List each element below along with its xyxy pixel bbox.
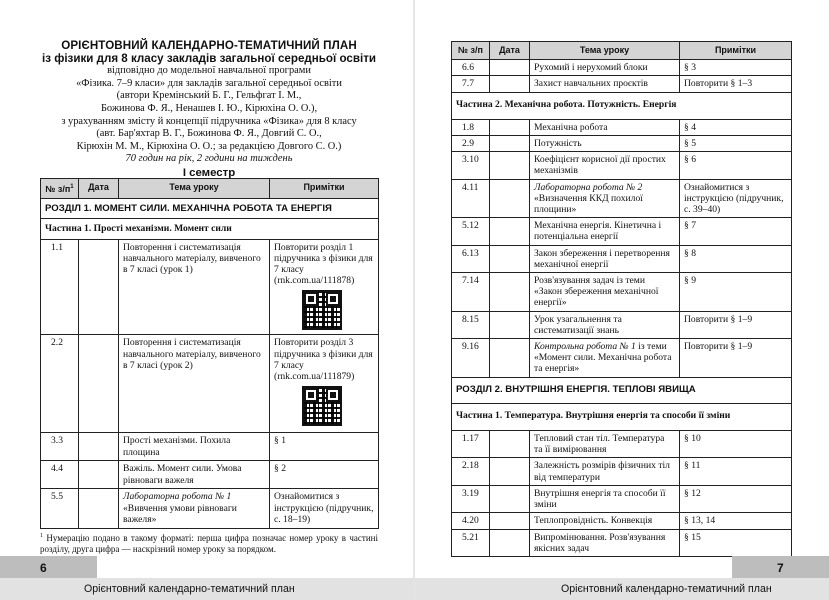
table-row: 3.19 Внутрішня енергія та способи її зміни § 12 [452,485,792,512]
part-title: Частина 1. Прості механізми. Момент сили [41,219,379,239]
col-topic-header: Тема уроку [119,179,270,199]
col-date-header: Дата [79,179,119,199]
notes-text: Повторити розділ 1 підручника з фізики для 7 класу (rnk.com.ua/111878) [274,241,373,287]
table-row: 2.2 Повторення і систематизація навчального матеріалу, вивченого в 7 класі (урок 2) Повторити розділ 3 підручника з фізики для 7 класу (rnk.com.ua/111879) [41,335,379,433]
header-line: відповідно до модельної навчальної програми [107,65,311,77]
page-number: 7 [777,561,784,575]
table-row: 9.16 Контрольна робота № 1 із теми «Момент сили. Механічна робота та енергія» Повторити § 1–9 [452,339,792,378]
part-title: Частина 2. Механічна робота. Потужність. Енергія [452,92,792,119]
plan-header [40,40,378,180]
table-row: 1.1 Повторення і систематизація навчального матеріалу, вивченого в 7 класі (урок 1) Повторити розділ 1 підручника з фізики для 7 класу (rnk.com.ua/111878) [41,239,379,335]
table-row: 2.9 Потужність § 5 [452,136,792,152]
notes-text: Повторити розділ 3 підручника з фізики для 7 класу (rnk.com.ua/111879) [274,337,373,383]
table-row: 7.14 Розв'язування задач із теми «Закон збереження механічної енергії» § 9 [452,273,792,312]
table-row: 7.7 Захист навчальних проєктів Повторити § 1–3 [452,76,792,92]
table-row: 8.15 Урок узагальнення та систематизації знань Повторити § 1–9 [452,311,792,338]
footnote-divider [40,528,102,529]
qr-code[interactable] [302,290,342,330]
col-num-header: № $з/п^1$ [41,179,79,199]
semester-label: І семестр [182,166,236,179]
table-row: 5.12 Механічна енергія. Кінетична і потенціальна енергії § 7 [452,218,792,245]
section-title: РОЗДІЛ 2. ВНУТРІШНЯ ЕНЕРГІЯ. ТЕПЛОВІ ЯВИЩА [452,377,792,403]
page-number-band [0,556,97,578]
header-line: «Фізика. 7–9 класи» для закладів загальної середньої освіти [76,77,342,89]
plan-table-left [40,178,379,529]
page-footer: Орієнтовний календарно-тематичний план [0,578,414,600]
col-notes-header: Примітки [270,179,379,199]
header-line: (автори Кремінський Б. Г., Гельфгат І. М., [116,90,302,102]
col-date-header: Дата [490,42,530,60]
col-notes-header: Примітки [680,42,792,60]
table-row: 4.4 Важіль. Момент сили. Умова рівноваги важеля § 2 [41,461,379,489]
plan-table-right [451,41,792,557]
table-row: 1.17 Тепловий стан тіл. Температура та її вимірювання § 10 [452,431,792,458]
table-header-row [452,42,792,60]
table-row: 5.5 Лабораторна робота № 1 «Вивчення умови рівноваги важеля» Ознайомитися з інструкцією (підручник, с. 18–19) [41,489,379,529]
table-header-row [41,179,379,199]
table-row: 4.11 Лабораторна робота № 2 «Визначення ККД похилої площини» Ознайомитися з інструкцією (підручник, с. 39–40) [452,179,792,218]
table-row: 6.6 Рухомий і нерухомий блоки § 3 [452,60,792,76]
footnote: $^1$ Нумерацію подано в такому форматі: перша цифра позначає номер уроку в частині розділу, друга цифра — наскрізний номер уроку за порядком. [40,533,378,554]
col-topic-header: Тема уроку [530,42,680,60]
col-num-header: № з/п [452,42,490,60]
page-number: 6 [40,561,47,575]
table-row: 4.20 Теплопровідність. Конвекція § 13, 14 [452,513,792,529]
qr-code[interactable] [302,386,342,426]
right-page [415,0,829,600]
header-line: Кірюхін М. М., Кірюхіна О. О.; за редакцією Довгого С. О.) [76,140,342,152]
table-row: 3.10 Коефіцієнт корисної дії простих механізмів § 6 [452,152,792,179]
table-row: 5.21 Випромінювання. Розв'язування якісних задач § 15 [452,529,792,556]
table-row: 1.8 Механічна робота § 4 [452,119,792,135]
page-number-band [732,556,829,578]
hours-note: 70 годин на рік, 2 години на тиждень [125,153,293,165]
table-row: 3.3 Прості механізми. Похила площина § 1 [41,433,379,461]
section-title: РОЗДІЛ 1. МОМЕНТ СИЛИ. МЕХАНІЧНА РОБОТА ТА ЕНЕРГІЯ [41,199,379,219]
plan-title: ОРІЄНТОВНИЙ КАЛЕНДАРНО-ТЕМАТИЧНИЙ ПЛАН [61,39,357,52]
table-row: 6.13 Закон збереження і перетворення механічної енергії § 8 [452,245,792,272]
table-row: 2.18 Залежність розмірів фізичних тіл від температури § 11 [452,458,792,485]
part-title: Частина 1. Температура. Внутрішня енергія та способи її зміни [452,403,792,430]
left-page [0,0,414,600]
header-line: (авт. Бар'яхтар В. Г., Божинова Ф. Я., Довгий С. О., [96,128,322,140]
page-footer: Орієнтовний календарно-тематичний план [415,578,829,600]
header-line: з урахуванням змісту й концепції підручника «Фізика» для 8 класу [61,115,357,127]
header-line: Божинова Ф. Я., Ненашев І. Ю., Кірюхіна О. О.), [100,102,318,114]
plan-subtitle: із фізики для 8 класу закладів загальної середньої освіти [41,51,376,65]
